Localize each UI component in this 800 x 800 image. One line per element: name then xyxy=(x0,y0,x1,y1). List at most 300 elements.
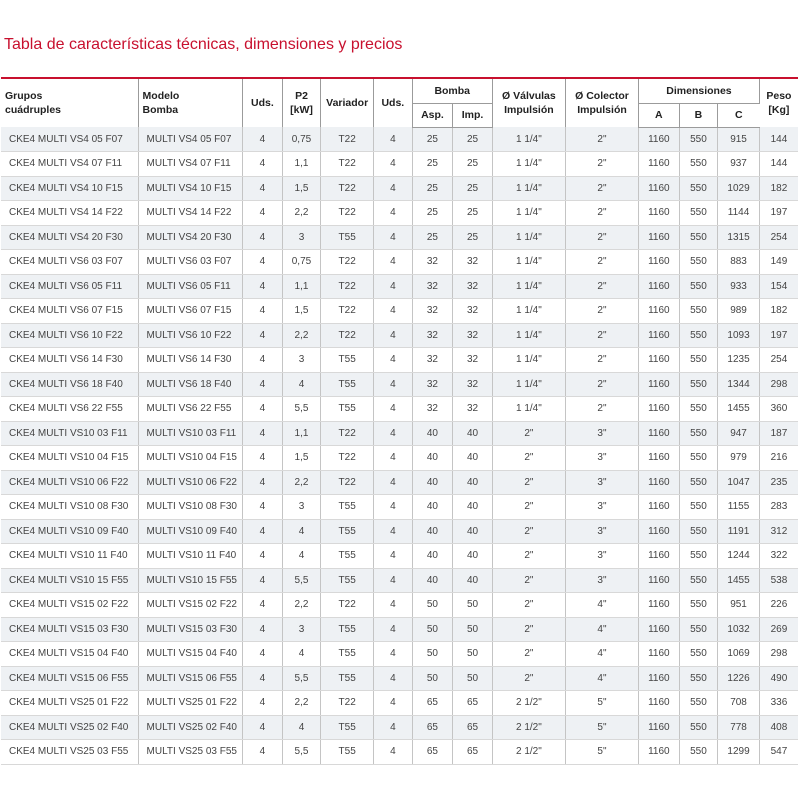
table-cell: 2" xyxy=(565,225,638,250)
table-cell: 1160 xyxy=(639,519,680,544)
table-cell: T55 xyxy=(321,397,374,422)
table-cell: 4 xyxy=(243,127,283,152)
table-cell: 1160 xyxy=(639,617,680,642)
table-cell: 1 1/4" xyxy=(492,372,565,397)
table-cell: MULTI VS25 03 F55 xyxy=(138,740,243,765)
table-cell: MULTI VS10 09 F40 xyxy=(138,519,243,544)
table-cell: 547 xyxy=(759,740,798,765)
spec-table xyxy=(1,77,798,765)
table-cell: 32 xyxy=(412,274,453,299)
table-cell: CKE4 MULTI VS6 18 F40 xyxy=(1,372,138,397)
table-cell: 2" xyxy=(492,593,565,618)
table-cell: 1 1/4" xyxy=(492,201,565,226)
table-cell: 550 xyxy=(679,397,718,422)
table-cell: 1029 xyxy=(718,176,760,201)
table-cell: 550 xyxy=(679,495,718,520)
table-cell: 40 xyxy=(412,544,453,569)
table-row xyxy=(1,348,798,373)
table-cell: 235 xyxy=(759,470,798,495)
table-cell: 4 xyxy=(374,715,413,740)
table-cell: 1 1/4" xyxy=(492,274,565,299)
header-grupos-line2: cuádruples xyxy=(5,104,62,116)
table-cell: MULTI VS6 14 F30 xyxy=(138,348,243,373)
table-cell: 3" xyxy=(565,470,638,495)
table-cell: 269 xyxy=(759,617,798,642)
table-cell: 144 xyxy=(759,152,798,177)
table-cell: 4 xyxy=(243,666,283,691)
table-cell: 1144 xyxy=(718,201,760,226)
table-cell: 1160 xyxy=(639,691,680,716)
table-row xyxy=(1,740,798,765)
table-cell: MULTI VS10 04 F15 xyxy=(138,446,243,471)
table-cell: 1160 xyxy=(639,740,680,765)
table-cell: 4 xyxy=(374,470,413,495)
table-cell: 4" xyxy=(565,593,638,618)
header-bomba: Bomba xyxy=(412,78,492,103)
table-cell: 50 xyxy=(453,642,493,667)
table-cell: 226 xyxy=(759,593,798,618)
table-cell: CKE4 MULTI VS10 11 F40 xyxy=(1,544,138,569)
table-cell: 25 xyxy=(412,225,453,250)
table-cell: 4 xyxy=(243,642,283,667)
header-colector-line1: Ø Colector xyxy=(575,90,629,102)
table-cell: 4 xyxy=(243,446,283,471)
table-cell: 4 xyxy=(282,544,321,569)
table-cell: 3" xyxy=(565,495,638,520)
table-cell: 1455 xyxy=(718,568,760,593)
table-cell: MULTI VS4 05 F07 xyxy=(138,127,243,152)
table-cell: 4 xyxy=(243,421,283,446)
table-cell: 1032 xyxy=(718,617,760,642)
table-cell: 4 xyxy=(243,568,283,593)
table-cell: 1455 xyxy=(718,397,760,422)
table-cell: 4 xyxy=(374,127,413,152)
table-cell: 1244 xyxy=(718,544,760,569)
table-cell: 1160 xyxy=(639,421,680,446)
header-dim-b: B xyxy=(679,103,718,127)
table-cell: 25 xyxy=(412,176,453,201)
table-cell: 50 xyxy=(412,593,453,618)
table-cell: 32 xyxy=(453,323,493,348)
header-peso-line2: [Kg] xyxy=(768,104,790,116)
table-cell: T55 xyxy=(321,372,374,397)
table-cell: T22 xyxy=(321,250,374,275)
table-cell: 1160 xyxy=(639,642,680,667)
table-cell: T22 xyxy=(321,470,374,495)
table-cell: 5,5 xyxy=(282,666,321,691)
table-cell: 2,2 xyxy=(282,691,321,716)
table-cell: 4" xyxy=(565,617,638,642)
table-cell: MULTI VS25 01 F22 xyxy=(138,691,243,716)
table-cell: CKE4 MULTI VS6 03 F07 xyxy=(1,250,138,275)
header-valvulas-line2: Impulsión xyxy=(504,104,554,116)
table-row xyxy=(1,250,798,275)
table-cell: 50 xyxy=(412,617,453,642)
table-cell: 40 xyxy=(453,568,493,593)
table-cell: 65 xyxy=(453,740,493,765)
table-cell: 708 xyxy=(718,691,760,716)
table-cell: 1155 xyxy=(718,495,760,520)
table-cell: 4 xyxy=(374,544,413,569)
table-cell: 1160 xyxy=(639,446,680,471)
table-cell: 5,5 xyxy=(282,397,321,422)
table-cell: 947 xyxy=(718,421,760,446)
table-cell: 40 xyxy=(412,421,453,446)
table-cell: 312 xyxy=(759,519,798,544)
table-cell: T55 xyxy=(321,495,374,520)
table-cell: MULTI VS10 11 F40 xyxy=(138,544,243,569)
table-cell: MULTI VS6 10 F22 xyxy=(138,323,243,348)
table-cell: 25 xyxy=(412,127,453,152)
table-cell: 1299 xyxy=(718,740,760,765)
table-cell: 4 xyxy=(374,421,413,446)
table-cell: 1160 xyxy=(639,495,680,520)
table-cell: 3" xyxy=(565,446,638,471)
table-cell: CKE4 MULTI VS25 03 F55 xyxy=(1,740,138,765)
table-cell: 2 1/2" xyxy=(492,691,565,716)
table-cell: 154 xyxy=(759,274,798,299)
table-cell: 2" xyxy=(565,152,638,177)
table-cell: 4 xyxy=(243,372,283,397)
table-cell: CKE4 MULTI VS25 02 F40 xyxy=(1,715,138,740)
table-cell: 937 xyxy=(718,152,760,177)
table-cell: 5" xyxy=(565,715,638,740)
header-uds: Uds. xyxy=(243,78,283,127)
table-cell: 32 xyxy=(453,372,493,397)
table-cell: 2" xyxy=(565,323,638,348)
table-cell: 5" xyxy=(565,740,638,765)
header-grupos xyxy=(1,78,138,127)
table-cell: CKE4 MULTI VS4 20 F30 xyxy=(1,225,138,250)
table-row xyxy=(1,568,798,593)
table-cell: 4 xyxy=(374,250,413,275)
table-cell: 50 xyxy=(453,593,493,618)
table-cell: 32 xyxy=(453,348,493,373)
table-cell: T22 xyxy=(321,323,374,348)
table-cell: 778 xyxy=(718,715,760,740)
table-cell: CKE4 MULTI VS6 07 F15 xyxy=(1,299,138,324)
table-cell: T55 xyxy=(321,519,374,544)
table-cell: 40 xyxy=(412,568,453,593)
table-cell: T55 xyxy=(321,740,374,765)
table-cell: 4 xyxy=(243,274,283,299)
table-cell: 3" xyxy=(565,519,638,544)
table-cell: 4 xyxy=(243,715,283,740)
table-cell: 1160 xyxy=(639,225,680,250)
table-cell: 32 xyxy=(412,348,453,373)
table-cell: 1160 xyxy=(639,470,680,495)
table-cell: 2" xyxy=(565,348,638,373)
header-modelo-line2: Bomba xyxy=(142,104,179,116)
table-cell: 550 xyxy=(679,715,718,740)
table-cell: 989 xyxy=(718,299,760,324)
table-cell: 2" xyxy=(492,446,565,471)
table-cell: 550 xyxy=(679,593,718,618)
table-cell: 4 xyxy=(243,176,283,201)
table-cell: MULTI VS6 22 F55 xyxy=(138,397,243,422)
table-cell: 50 xyxy=(412,666,453,691)
table-row xyxy=(1,495,798,520)
table-cell: 2" xyxy=(492,470,565,495)
table-cell: T22 xyxy=(321,421,374,446)
table-cell: 1 1/4" xyxy=(492,299,565,324)
table-cell: 3" xyxy=(565,568,638,593)
header-p2-line1: P2 xyxy=(295,90,308,102)
table-cell: 4" xyxy=(565,642,638,667)
table-row xyxy=(1,152,798,177)
table-cell: 1160 xyxy=(639,372,680,397)
header-peso xyxy=(759,78,798,127)
table-cell: 550 xyxy=(679,348,718,373)
table-cell: T22 xyxy=(321,201,374,226)
table-cell: 182 xyxy=(759,299,798,324)
table-cell: 1191 xyxy=(718,519,760,544)
table-cell: MULTI VS6 03 F07 xyxy=(138,250,243,275)
table-cell: 360 xyxy=(759,397,798,422)
table-cell: 2" xyxy=(565,397,638,422)
table-cell: 32 xyxy=(453,250,493,275)
table-cell: 254 xyxy=(759,348,798,373)
header-asp: Asp. xyxy=(412,103,453,127)
table-cell: 2" xyxy=(565,372,638,397)
table-cell: 187 xyxy=(759,421,798,446)
table-cell: 1 1/4" xyxy=(492,127,565,152)
table-cell: CKE4 MULTI VS4 05 F07 xyxy=(1,127,138,152)
header-colector-line2: Impulsión xyxy=(577,104,627,116)
table-row xyxy=(1,519,798,544)
table-cell: 2 1/2" xyxy=(492,740,565,765)
table-cell: 25 xyxy=(412,152,453,177)
table-row xyxy=(1,691,798,716)
table-cell: 1 1/4" xyxy=(492,225,565,250)
table-cell: 550 xyxy=(679,176,718,201)
table-cell: 5" xyxy=(565,691,638,716)
table-cell: 254 xyxy=(759,225,798,250)
table-cell: 550 xyxy=(679,642,718,667)
table-cell: 1160 xyxy=(639,544,680,569)
header-imp: Imp. xyxy=(453,103,493,127)
table-row xyxy=(1,617,798,642)
table-row xyxy=(1,274,798,299)
table-cell: 4 xyxy=(243,299,283,324)
table-cell: 4 xyxy=(282,642,321,667)
table-row xyxy=(1,397,798,422)
table-cell: 1,5 xyxy=(282,446,321,471)
header-peso-line1: Peso xyxy=(766,90,792,102)
table-cell: 216 xyxy=(759,446,798,471)
table-cell: 2" xyxy=(565,274,638,299)
table-cell: T22 xyxy=(321,691,374,716)
table-cell: T55 xyxy=(321,642,374,667)
table-row xyxy=(1,299,798,324)
table-cell: 298 xyxy=(759,642,798,667)
table-cell: 550 xyxy=(679,323,718,348)
table-cell: 40 xyxy=(412,446,453,471)
table-cell: 25 xyxy=(453,225,493,250)
table-cell: 550 xyxy=(679,617,718,642)
table-cell: 4 xyxy=(282,715,321,740)
table-cell: 550 xyxy=(679,568,718,593)
table-cell: 550 xyxy=(679,666,718,691)
table-cell: 1,5 xyxy=(282,176,321,201)
table-cell: 197 xyxy=(759,323,798,348)
table-cell: 4 xyxy=(374,642,413,667)
table-cell: 197 xyxy=(759,201,798,226)
table-cell: 4 xyxy=(243,470,283,495)
table-cell: 1160 xyxy=(639,250,680,275)
table-cell: CKE4 MULTI VS4 10 F15 xyxy=(1,176,138,201)
table-cell: 915 xyxy=(718,127,760,152)
table-cell: MULTI VS4 20 F30 xyxy=(138,225,243,250)
table-cell: 65 xyxy=(412,740,453,765)
table-cell: 65 xyxy=(453,691,493,716)
table-row xyxy=(1,446,798,471)
table-cell: 182 xyxy=(759,176,798,201)
table-row xyxy=(1,421,798,446)
table-cell: MULTI VS15 06 F55 xyxy=(138,666,243,691)
table-cell: 1160 xyxy=(639,593,680,618)
table-cell: 1235 xyxy=(718,348,760,373)
header-grupos-line1: Grupos xyxy=(5,90,43,102)
header-valvulas-line1: Ø Válvulas xyxy=(502,90,556,102)
table-cell: 4 xyxy=(243,201,283,226)
table-cell: 1160 xyxy=(639,666,680,691)
table-cell: 2" xyxy=(565,299,638,324)
table-cell: 32 xyxy=(412,323,453,348)
table-cell: 4 xyxy=(243,740,283,765)
header-valvulas xyxy=(492,78,565,127)
table-cell: 149 xyxy=(759,250,798,275)
table-cell: MULTI VS15 02 F22 xyxy=(138,593,243,618)
table-cell: 65 xyxy=(412,691,453,716)
table-cell: 1 1/4" xyxy=(492,152,565,177)
table-cell: 4 xyxy=(243,225,283,250)
header-p2 xyxy=(282,78,321,127)
table-cell: 4 xyxy=(374,740,413,765)
table-cell: 550 xyxy=(679,299,718,324)
table-cell: 1344 xyxy=(718,372,760,397)
table-cell: MULTI VS10 06 F22 xyxy=(138,470,243,495)
table-cell: 2" xyxy=(492,495,565,520)
table-cell: 32 xyxy=(412,372,453,397)
table-cell: 2" xyxy=(492,666,565,691)
table-cell: 550 xyxy=(679,372,718,397)
table-cell: 65 xyxy=(412,715,453,740)
table-cell: 1315 xyxy=(718,225,760,250)
table-cell: T55 xyxy=(321,348,374,373)
table-cell: 4 xyxy=(243,323,283,348)
header-dim-c: C xyxy=(718,103,760,127)
table-cell: 1160 xyxy=(639,152,680,177)
table-header xyxy=(1,78,798,127)
table-cell: 1 1/4" xyxy=(492,176,565,201)
table-cell: 32 xyxy=(412,299,453,324)
table-cell: 40 xyxy=(412,495,453,520)
table-cell: T55 xyxy=(321,715,374,740)
table-cell: 883 xyxy=(718,250,760,275)
table-cell: 322 xyxy=(759,544,798,569)
table-cell: 550 xyxy=(679,127,718,152)
table-cell: 3" xyxy=(565,544,638,569)
table-cell: 4 xyxy=(282,519,321,544)
table-cell: MULTI VS15 03 F30 xyxy=(138,617,243,642)
table-cell: 490 xyxy=(759,666,798,691)
table-cell: 2" xyxy=(565,250,638,275)
table-cell: MULTI VS4 10 F15 xyxy=(138,176,243,201)
table-cell: CKE4 MULTI VS4 07 F11 xyxy=(1,152,138,177)
table-cell: 4 xyxy=(282,372,321,397)
table-cell: 550 xyxy=(679,691,718,716)
table-cell: 2" xyxy=(492,519,565,544)
table-cell: 550 xyxy=(679,519,718,544)
table-cell: T55 xyxy=(321,568,374,593)
table-cell: 550 xyxy=(679,470,718,495)
table-row xyxy=(1,127,798,152)
table-cell: T22 xyxy=(321,299,374,324)
table-cell: 5,5 xyxy=(282,568,321,593)
table-row xyxy=(1,372,798,397)
table-row xyxy=(1,715,798,740)
table-row xyxy=(1,323,798,348)
table-cell: 4 xyxy=(243,519,283,544)
table-cell: 4 xyxy=(243,250,283,275)
table-cell: 2,2 xyxy=(282,593,321,618)
table-cell: 1 1/4" xyxy=(492,250,565,275)
table-cell: 4 xyxy=(374,568,413,593)
table-cell: 550 xyxy=(679,225,718,250)
table-cell: 4 xyxy=(374,176,413,201)
table-cell: MULTI VS10 15 F55 xyxy=(138,568,243,593)
table-cell: CKE4 MULTI VS10 09 F40 xyxy=(1,519,138,544)
table-cell: 3 xyxy=(282,617,321,642)
table-cell: 4 xyxy=(374,323,413,348)
table-cell: 1093 xyxy=(718,323,760,348)
table-cell: T55 xyxy=(321,225,374,250)
table-row xyxy=(1,544,798,569)
table-cell: 4 xyxy=(374,225,413,250)
table-cell: T22 xyxy=(321,593,374,618)
table-cell: T55 xyxy=(321,617,374,642)
page-title: Tabla de características técnicas, dimensiones y precios xyxy=(4,36,403,53)
table-cell: 3 xyxy=(282,225,321,250)
table-cell: 550 xyxy=(679,544,718,569)
table-cell: MULTI VS6 18 F40 xyxy=(138,372,243,397)
table-cell: T55 xyxy=(321,666,374,691)
table-cell: 1069 xyxy=(718,642,760,667)
table-cell: 550 xyxy=(679,250,718,275)
table-cell: T55 xyxy=(321,544,374,569)
table-cell: 4 xyxy=(374,495,413,520)
table-cell: CKE4 MULTI VS6 14 F30 xyxy=(1,348,138,373)
table-cell: 4 xyxy=(243,544,283,569)
table-cell: 0,75 xyxy=(282,250,321,275)
table-cell: 144 xyxy=(759,127,798,152)
table-row xyxy=(1,642,798,667)
table-cell: 4 xyxy=(374,617,413,642)
table-cell: 4 xyxy=(374,274,413,299)
table-cell: 4 xyxy=(374,446,413,471)
table-cell: CKE4 MULTI VS15 04 F40 xyxy=(1,642,138,667)
table-cell: 1,5 xyxy=(282,299,321,324)
header-modelo-line1: Modelo xyxy=(142,90,180,102)
table-cell: 4" xyxy=(565,666,638,691)
table-cell: 2" xyxy=(492,617,565,642)
table-cell: MULTI VS4 07 F11 xyxy=(138,152,243,177)
table-cell: 25 xyxy=(412,201,453,226)
table-cell: 550 xyxy=(679,446,718,471)
table-cell: 550 xyxy=(679,740,718,765)
table-cell: T22 xyxy=(321,274,374,299)
